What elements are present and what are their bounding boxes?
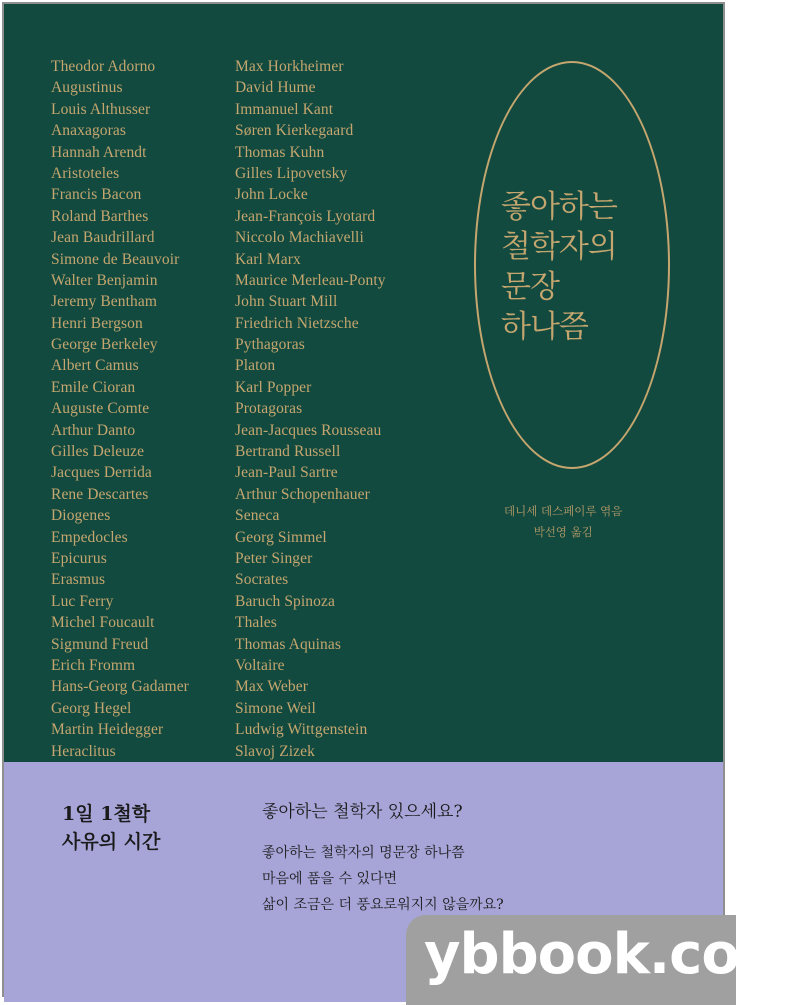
philosopher-name: Simone de Beauvoir	[51, 250, 180, 268]
cover-blurb	[262, 840, 504, 918]
philosopher-name: Arthur Schopenhauer	[235, 485, 370, 503]
philosopher-name: Max Weber	[235, 678, 308, 696]
philosopher-name: Slavoj Zizek	[235, 742, 315, 760]
philosopher-name: Georg Simmel	[235, 528, 327, 546]
philosopher-name: Bertrand Russell	[235, 443, 341, 461]
philosopher-name: Jeremy Bentham	[51, 293, 157, 311]
philosopher-name: Aristoteles	[51, 164, 120, 182]
philosopher-name: Anaxagoras	[51, 122, 127, 140]
philosopher-name: Jean-Paul Sartre	[235, 464, 338, 482]
philosopher-name: Thales	[235, 614, 277, 632]
philosopher-name: Immanuel Kant	[235, 100, 334, 118]
philosopher-name: Karl Marx	[235, 250, 301, 268]
philosopher-name: Michel Foucault	[51, 614, 155, 632]
philosopher-name: Jacques Derrida	[51, 464, 152, 482]
philosopher-name: Hans-Georg Gadamer	[51, 678, 189, 696]
philosopher-name: John Locke	[235, 186, 308, 204]
philosopher-name: Voltaire	[235, 656, 285, 674]
tagline-line: 사유의 시간	[62, 831, 161, 853]
philosopher-name: Sigmund Freud	[51, 635, 149, 653]
philosopher-name: Heraclitus	[51, 742, 116, 760]
philosopher-name: Karl Popper	[235, 378, 312, 396]
editor-credit: 데니세 데스페이루 엮음	[504, 504, 623, 518]
philosopher-name: Friedrich Nietzsche	[235, 314, 359, 332]
philosopher-name: Roland Barthes	[51, 207, 149, 225]
blurb-line: 삶이 조금은 더 풍요로워지지 않을까요?	[262, 897, 504, 913]
philosopher-name: Empedocles	[51, 528, 128, 546]
philosopher-name: Niccolo Machiavelli	[235, 229, 364, 247]
translator-credit: 박선영 옮김	[533, 525, 593, 539]
philosopher-name: Epicurus	[51, 549, 107, 567]
philosopher-name: Augustinus	[51, 79, 123, 97]
philosopher-name: Gilles Lipovetsky	[235, 164, 348, 182]
philosopher-name: Simone Weil	[235, 699, 316, 717]
author-credits	[504, 501, 622, 543]
philosopher-name: Max Horkheimer	[235, 58, 344, 75]
philosopher-name: John Stuart Mill	[235, 293, 338, 311]
philosopher-name: George Berkeley	[51, 336, 158, 354]
title-line: 하나쯤	[501, 309, 588, 345]
philosopher-name: Henri Bergson	[51, 314, 143, 332]
philosopher-name: Søren Kierkegaard	[235, 122, 354, 140]
philosopher-name: Socrates	[235, 571, 289, 589]
philosopher-list-left	[51, 56, 189, 762]
philosopher-name: Jean Baudrillard	[51, 229, 155, 247]
philosopher-name: Rene Descartes	[51, 485, 149, 503]
philosopher-name: Erasmus	[51, 571, 106, 589]
philosopher-name: Martin Heidegger	[51, 721, 164, 739]
philosopher-name: Maurice Merleau-Ponty	[235, 271, 386, 289]
philosopher-name: Jean-François Lyotard	[235, 207, 376, 225]
philosopher-name: Peter Singer	[235, 549, 313, 567]
philosopher-name: Baruch Spinoza	[235, 592, 335, 610]
philosopher-name: Protagoras	[235, 400, 303, 418]
philosopher-name: Walter Benjamin	[51, 271, 158, 289]
philosopher-name: Auguste Comte	[51, 400, 150, 418]
philosopher-name: Georg Hegel	[51, 699, 132, 717]
philosopher-name: Gilles Deleuze	[51, 443, 145, 461]
philosopher-name: Ludwig Wittgenstein	[235, 721, 368, 739]
philosopher-name: Erich Fromm	[51, 656, 136, 674]
philosopher-name: Arthur Danto	[51, 421, 136, 439]
philosopher-name: Albert Camus	[51, 357, 139, 375]
philosopher-name: David Hume	[235, 79, 316, 97]
philosopher-name: Louis Althusser	[51, 100, 151, 118]
philosopher-name: Theodor Adorno	[51, 58, 156, 75]
blurb-line: 마음에 품을 수 있다면	[262, 871, 398, 887]
philosopher-name: Luc Ferry	[51, 592, 114, 610]
philosopher-name: Jean-Jacques Rousseau	[235, 421, 382, 439]
title-line: 철학자의	[501, 229, 617, 265]
philosopher-name: Diogenes	[51, 507, 111, 525]
book-cover	[2, 2, 725, 997]
title-line: 좋아하는	[501, 189, 617, 225]
title-line: 문장	[501, 269, 559, 305]
philosopher-name: Thomas Aquinas	[235, 635, 342, 653]
watermark-text: ybbook.com	[424, 922, 796, 987]
philosopher-name: Hannah Arendt	[51, 143, 147, 161]
philosopher-list-right	[235, 56, 386, 762]
philosopher-name: Emile Cioran	[51, 378, 136, 396]
tagline-line: 1일 1철학	[62, 803, 151, 825]
philosopher-name: Pythagoras	[235, 336, 305, 354]
tagline	[62, 800, 160, 856]
watermark-badge	[406, 915, 796, 1005]
philosopher-name: Francis Bacon	[51, 186, 142, 204]
blurb-line: 좋아하는 철학자의 명문장 하나쯤	[262, 845, 465, 861]
philosopher-name: Platon	[235, 357, 276, 375]
philosopher-name: Thomas Kuhn	[235, 143, 325, 161]
philosopher-name: Seneca	[235, 507, 280, 525]
book-title	[501, 187, 617, 347]
lead-question: 좋아하는 철학자 있으세요?	[262, 802, 463, 822]
